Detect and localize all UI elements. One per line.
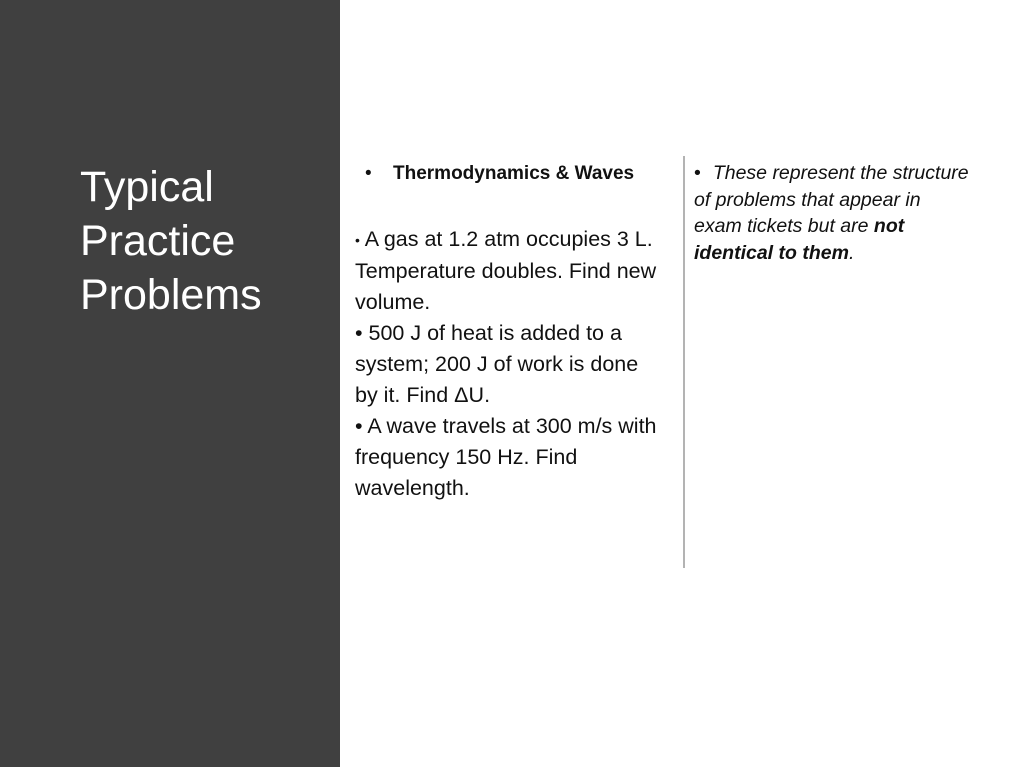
note-text: [694, 160, 969, 266]
problem-list: [355, 224, 665, 504]
problem-item: [355, 224, 665, 318]
problem-bullet: •: [355, 413, 363, 438]
subheading: [365, 160, 665, 188]
problem-bullet: •: [355, 231, 360, 248]
note-body: These represent the structure of problems that appear in exam tickets but are: [694, 162, 969, 237]
problem-text: A gas at 1.2 atm occupies 3 L. Temperature doubles. Find new volume.: [355, 227, 657, 314]
problems-column: [355, 160, 665, 504]
problem-text: 500 J of heat is added to a system; 200 J of work is done by it. Find ΔU.: [355, 320, 639, 407]
title-panel: [0, 0, 340, 767]
note-bullet: •: [694, 162, 701, 184]
note-emphasis: not identical to them: [694, 215, 905, 264]
problem-item: [355, 318, 665, 411]
column-divider: [683, 156, 685, 568]
problem-text: A wave travels at 300 m/s with frequency 150 Hz. Find wavelength.: [355, 413, 657, 500]
problem-item: [355, 411, 665, 504]
note-ending: .: [848, 241, 855, 264]
title-line-1: Typical: [80, 163, 214, 211]
slide-title: [80, 160, 320, 322]
title-line-2: Practice: [80, 217, 236, 265]
subheading-text: Thermodynamics & Waves: [393, 163, 635, 184]
subheading-bullet: •: [365, 163, 372, 184]
title-line-3: Problems: [80, 271, 262, 319]
problem-bullet: •: [355, 320, 363, 345]
